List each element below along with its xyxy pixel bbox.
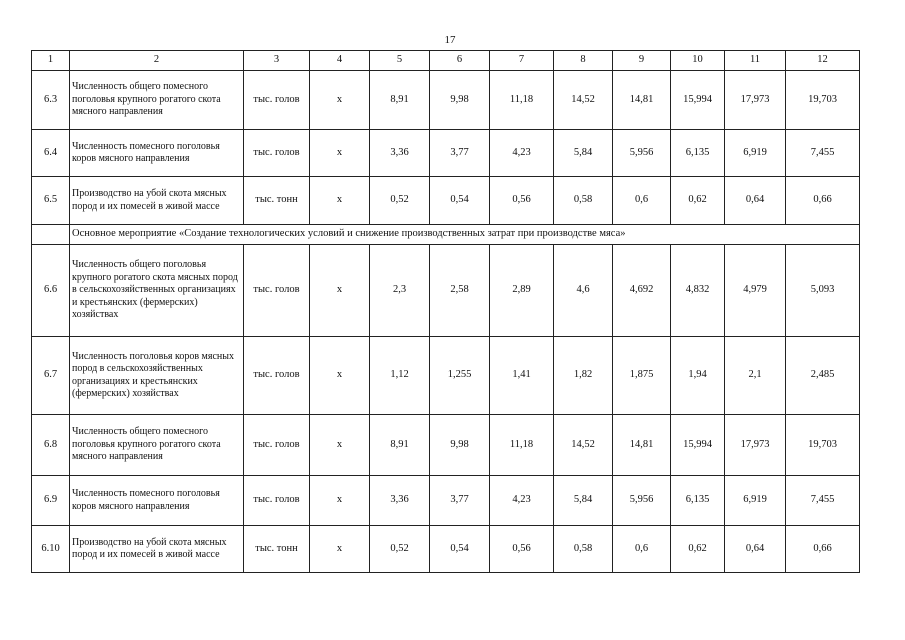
unit-cell: тыс. тонн — [244, 526, 310, 573]
value-cell: 4,832 — [671, 245, 725, 337]
value-cell: 7,455 — [786, 130, 860, 177]
indicator-name: Численность общего помесного поголовья крупного рогатого скота мясного направления — [70, 71, 244, 130]
value-cell: 0,54 — [430, 177, 490, 225]
value-cell: 4,23 — [490, 130, 554, 177]
header-cell: 7 — [490, 51, 554, 71]
table-row — [32, 526, 860, 573]
header-cell: 1 — [32, 51, 70, 71]
header-cell: 11 — [725, 51, 786, 71]
value-cell: 0,66 — [786, 526, 860, 573]
value-cell: 14,81 — [613, 71, 671, 130]
value-cell: 19,703 — [786, 71, 860, 130]
value-cell: 2,485 — [786, 337, 860, 415]
header-cell: 6 — [430, 51, 490, 71]
value-cell: 5,093 — [786, 245, 860, 337]
value-cell: 2,58 — [430, 245, 490, 337]
unit-cell: тыс. голов — [244, 245, 310, 337]
value-cell: 4,6 — [554, 245, 613, 337]
value-cell: 0,66 — [786, 177, 860, 225]
indicator-name: Численность общего поголовья крупного рогатого скота мясных пород в сельскохозяйственных организациях и крестьянских (фермерских) хозяйствах — [70, 245, 244, 337]
value-cell: 8,91 — [370, 415, 430, 476]
column-4-cell: х — [310, 177, 370, 225]
header-cell: 2 — [70, 51, 244, 71]
value-cell: 11,18 — [490, 71, 554, 130]
column-4-cell: х — [310, 526, 370, 573]
unit-cell: тыс. голов — [244, 415, 310, 476]
value-cell: 6,919 — [725, 130, 786, 177]
header-row — [32, 51, 860, 71]
table-row — [32, 177, 860, 225]
value-cell: 1,255 — [430, 337, 490, 415]
value-cell: 11,18 — [490, 415, 554, 476]
value-cell: 17,973 — [725, 415, 786, 476]
value-cell: 0,52 — [370, 177, 430, 225]
value-cell: 0,58 — [554, 177, 613, 225]
value-cell: 0,58 — [554, 526, 613, 573]
table-row — [32, 71, 860, 130]
row-number: 6.10 — [32, 526, 70, 573]
row-number: 6.5 — [32, 177, 70, 225]
value-cell: 0,62 — [671, 526, 725, 573]
value-cell: 14,81 — [613, 415, 671, 476]
header-cell: 4 — [310, 51, 370, 71]
value-cell: 0,54 — [430, 526, 490, 573]
column-4-cell: х — [310, 415, 370, 476]
unit-cell: тыс. тонн — [244, 177, 310, 225]
table-row — [32, 415, 860, 476]
value-cell: 0,64 — [725, 526, 786, 573]
header-cell: 10 — [671, 51, 725, 71]
value-cell: 3,77 — [430, 130, 490, 177]
indicator-name: Численность общего помесного поголовья крупного рогатого скота мясного направления — [70, 415, 244, 476]
indicators-table — [31, 50, 860, 573]
value-cell: 6,135 — [671, 476, 725, 526]
value-cell: 0,6 — [613, 177, 671, 225]
value-cell: 1,41 — [490, 337, 554, 415]
unit-cell: тыс. голов — [244, 476, 310, 526]
value-cell: 7,455 — [786, 476, 860, 526]
value-cell: 4,692 — [613, 245, 671, 337]
table-row — [32, 476, 860, 526]
column-4-cell: х — [310, 476, 370, 526]
value-cell: 5,84 — [554, 476, 613, 526]
table-row — [32, 337, 860, 415]
value-cell: 4,979 — [725, 245, 786, 337]
value-cell: 3,36 — [370, 130, 430, 177]
column-4-cell: х — [310, 337, 370, 415]
column-4-cell: х — [310, 245, 370, 337]
header-cell: 9 — [613, 51, 671, 71]
value-cell: 19,703 — [786, 415, 860, 476]
value-cell: 6,919 — [725, 476, 786, 526]
column-4-cell: х — [310, 130, 370, 177]
value-cell: 6,135 — [671, 130, 725, 177]
value-cell: 17,973 — [725, 71, 786, 130]
header-cell: 5 — [370, 51, 430, 71]
indicator-name: Численность поголовья коров мясных пород в сельскохозяйственных организациях и крестьянских (фермерских) хозяйствах — [70, 337, 244, 415]
value-cell: 2,89 — [490, 245, 554, 337]
indicator-name: Производство на убой скота мясных пород и их помесей в живой массе — [70, 177, 244, 225]
unit-cell: тыс. голов — [244, 130, 310, 177]
value-cell: 3,77 — [430, 476, 490, 526]
value-cell: 5,956 — [613, 476, 671, 526]
value-cell: 9,98 — [430, 415, 490, 476]
header-cell: 3 — [244, 51, 310, 71]
value-cell: 0,56 — [490, 177, 554, 225]
value-cell: 2,1 — [725, 337, 786, 415]
value-cell: 2,3 — [370, 245, 430, 337]
value-cell: 1,12 — [370, 337, 430, 415]
indicator-name: Численность помесного поголовья коров мясного направления — [70, 130, 244, 177]
value-cell: 14,52 — [554, 71, 613, 130]
value-cell: 1,94 — [671, 337, 725, 415]
row-number: 6.8 — [32, 415, 70, 476]
table-row — [32, 245, 860, 337]
value-cell: 5,84 — [554, 130, 613, 177]
section-number-cell — [32, 225, 70, 245]
row-number: 6.6 — [32, 245, 70, 337]
value-cell: 14,52 — [554, 415, 613, 476]
value-cell: 1,82 — [554, 337, 613, 415]
value-cell: 0,62 — [671, 177, 725, 225]
value-cell: 15,994 — [671, 415, 725, 476]
header-cell: 12 — [786, 51, 860, 71]
row-number: 6.4 — [32, 130, 70, 177]
value-cell: 9,98 — [430, 71, 490, 130]
row-number: 6.7 — [32, 337, 70, 415]
value-cell: 15,994 — [671, 71, 725, 130]
row-number: 6.3 — [32, 71, 70, 130]
unit-cell: тыс. голов — [244, 337, 310, 415]
page-number: 17 — [444, 34, 456, 46]
value-cell: 3,36 — [370, 476, 430, 526]
value-cell: 5,956 — [613, 130, 671, 177]
header-cell: 8 — [554, 51, 613, 71]
column-4-cell: х — [310, 71, 370, 130]
value-cell: 8,91 — [370, 71, 430, 130]
indicator-name: Производство на убой скота мясных пород и их помесей в живой массе — [70, 526, 244, 573]
value-cell: 0,56 — [490, 526, 554, 573]
indicator-name: Численность помесного поголовья коров мясного направления — [70, 476, 244, 526]
value-cell: 1,875 — [613, 337, 671, 415]
value-cell: 0,6 — [613, 526, 671, 573]
value-cell: 0,64 — [725, 177, 786, 225]
value-cell: 0,52 — [370, 526, 430, 573]
section-heading: Основное мероприятие «Создание технологических условий и снижение производственных затрат при производстве мяса» — [70, 225, 860, 245]
section-row — [32, 225, 860, 245]
row-number: 6.9 — [32, 476, 70, 526]
unit-cell: тыс. голов — [244, 71, 310, 130]
table-row — [32, 130, 860, 177]
value-cell: 4,23 — [490, 476, 554, 526]
